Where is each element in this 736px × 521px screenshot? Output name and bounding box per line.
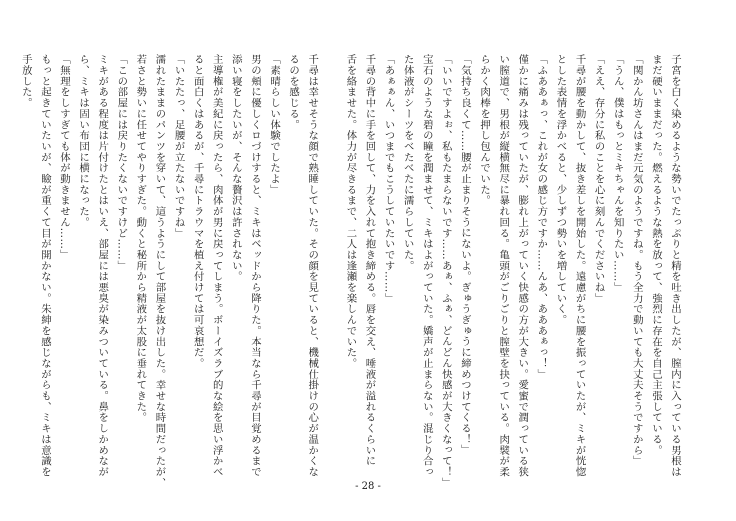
text-line: 「気持ち良くて……腰が止まりそうにないよ。ぎゅうぎゅうに締めつけてくる！」	[458, 54, 471, 456]
text-line: 千尋が腰を動かして、抜き差しを開始した。遠慮がちに腰を振っていたが、ミキが恍惚	[573, 54, 586, 478]
text-line: 「いいですよぉ、私もたまらないです……あぁ、ふぁ、どんどん快感が大きくなって！」	[439, 54, 452, 488]
text-line: ら、ミキは固い布団に横になった。	[77, 54, 90, 228]
text-line: 「ええ、存分に私のことを心に刻んでくださいね」	[592, 54, 605, 304]
text-line: ると面白くはあるが、千尋にトラウマを植え付けては可哀想だ。	[191, 54, 204, 369]
text-line: 子宮を白く染めるような勢いでたっぷりと精を吐き出したが、膣内に入っている男根は	[669, 54, 681, 478]
blank-line	[321, 54, 340, 454]
text-line: 千尋の背中に手を回して、力を入れて抱き締める。唇を交え、唾液が溢れるくらいに	[363, 54, 376, 467]
text-line: 「あぁぁん、いつまでもこうしていたいです……」	[382, 54, 395, 304]
text-line: 男の頬に優しくロづけすると、ミキはベッドから降りた。本当なら千尋が目覚めるまで	[248, 54, 261, 478]
text-line: 「この部屋には戻りたくないですけど……」	[115, 54, 128, 271]
text-line: 「素晴らしい体験でしたよ」	[268, 54, 281, 196]
text-line: 主導権が美紀に戻ったら、肉体が男に戻ってしまう。ボーイズラブ的な絵を思い浮かべ	[210, 54, 223, 478]
text-line: い膣道で、男根が縦横無尽に暴れ回る。亀頭がごりごりと膣壁を抉っている。肉襞が柔	[497, 54, 510, 478]
text-line: 若さと勢いに任せてやりすぎた。動くと秘所から精液が太股に垂れてきた。	[134, 54, 147, 423]
text-line: ミキがある程度は片付けたとはいえ、部屋には悪臭が染みついている。鼻をしかめなが	[96, 54, 109, 478]
text-line: 添い寝をしたいが、そんな贅沢は許されない。	[229, 54, 242, 282]
text-line: 「無理をしすぎても体が動きません……」	[58, 54, 70, 261]
text-line: 「ふああぁっ、これが女の感じ方ですか……んあ、あああぁっ！」	[535, 54, 548, 380]
text-line: らかく肉棒を押し包んでいた。	[478, 54, 491, 206]
text-line: 手放した。	[19, 54, 32, 109]
text-line: 「うん、僕はもっとミキちゃんを知りたい……」	[611, 54, 624, 293]
text-line: 千尋は幸せそうな顔で熟睡していた。その顔を見ていると、機械仕掛けの心が温かくな	[306, 54, 319, 478]
text-line: 宝石のような碧の瞳を潤ませて、ミキはよがっていた。嬌声が止まらない。混じり合っ	[420, 54, 433, 478]
text-line: まだ硬いままだった。燃えるような熱を放って、強烈に存在を自己主張している。	[649, 54, 662, 456]
text-line: 濡れたままのパンツを穿いて、這うようにして部屋を抜け出した。幸せな時間だったが、	[153, 54, 166, 488]
page-number: - 28 -	[355, 481, 381, 492]
text-line: 「いたたっ、足腰が立たないですね」	[172, 54, 185, 239]
text-line: るのを感じる。	[287, 54, 300, 130]
text-line: 「関かん坊さんはまだ元気のようですね。もう全力で動いても大丈夫そうですから」	[630, 54, 643, 467]
text-line: た体液がシーツをべたべたに濡らしていた。	[401, 54, 414, 271]
text-line: とした表情を浮かべると、少しずつ勢いを増していく。	[554, 54, 567, 326]
text-line: 舌を絡ませた。体力が尽きるまで、二人は逢瀬を楽しんでいた。	[344, 54, 357, 369]
text-line: もっと起きていたいが、瞼が重くて目が開かない。朱紳を感じながらも、ミキは意識を	[38, 54, 51, 478]
text-line: 僅かに痛みは残っていたが、膨れ上がっていく快感の方が大きい。愛蜜で潤っている狭	[516, 54, 529, 478]
